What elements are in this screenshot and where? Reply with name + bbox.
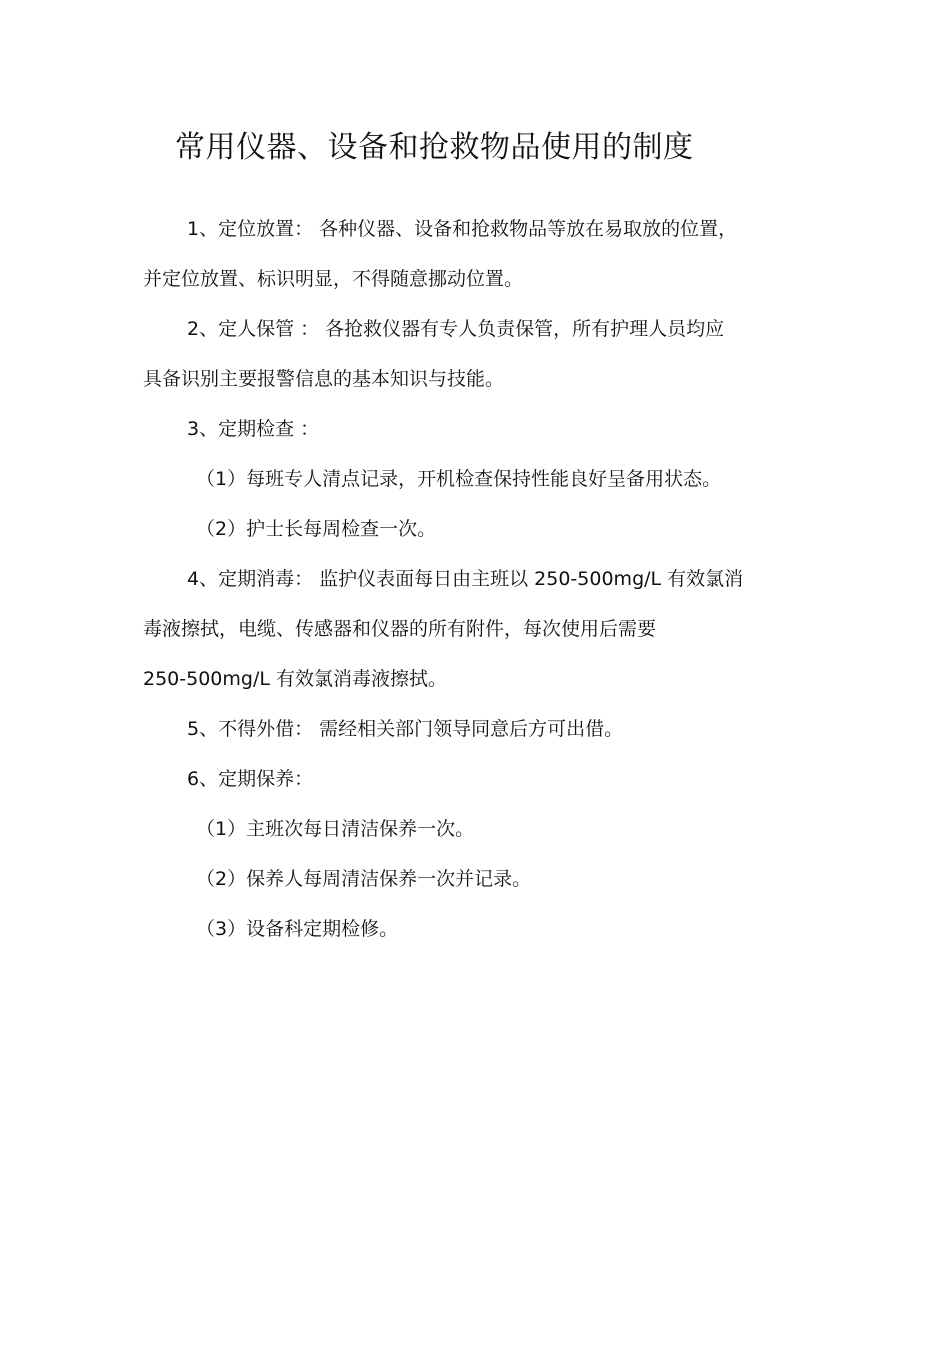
rule-4-line-3: 250-500mg/L 有效氯消毒液擦拭。	[143, 668, 447, 690]
rule-4-line-2: 毒液擦拭，电缆、传感器和仪器的所有附件，每次使用后需要	[143, 618, 657, 640]
rule-5-line: 5、不得外借： 需经相关部门领导同意后方可出借。	[187, 718, 624, 740]
rule-3-item-1: （1）每班专人清点记录，开机检查保持性能良好呈备用状态。	[196, 468, 722, 490]
document-title: 常用仪器、设备和抢救物品使用的制度	[175, 130, 694, 165]
rule-2-line-2: 具备识别主要报警信息的基本知识与技能。	[143, 368, 505, 390]
rule-6-heading: 6、定期保养：	[187, 768, 314, 790]
rule-3-item-2: （2）护士长每周检查一次。	[196, 518, 437, 540]
rule-6-item-3: （3）设备科定期检修。	[196, 918, 399, 940]
rule-2-line-1: 2、定人保管 ： 各抢救仪器有专人负责保管，所有护理人员均应	[187, 318, 725, 340]
rule-1-line-1: 1、定位放置： 各种仪器、设备和抢救物品等放在易取放的位置，	[187, 218, 738, 240]
rule-6-item-2: （2）保养人每周清洁保养一次并记录。	[196, 868, 532, 890]
rule-6-item-1: （1）主班次每日清洁保养一次。	[196, 818, 475, 840]
rule-3-heading: 3、定期检查 ：	[187, 418, 320, 440]
rule-1-line-2: 并定位放置、标识明显，不得随意挪动位置。	[143, 268, 524, 290]
rule-4-line-1: 4、定期消毒： 监护仪表面每日由主班以 250-500mg/L 有效氯消	[187, 568, 744, 590]
